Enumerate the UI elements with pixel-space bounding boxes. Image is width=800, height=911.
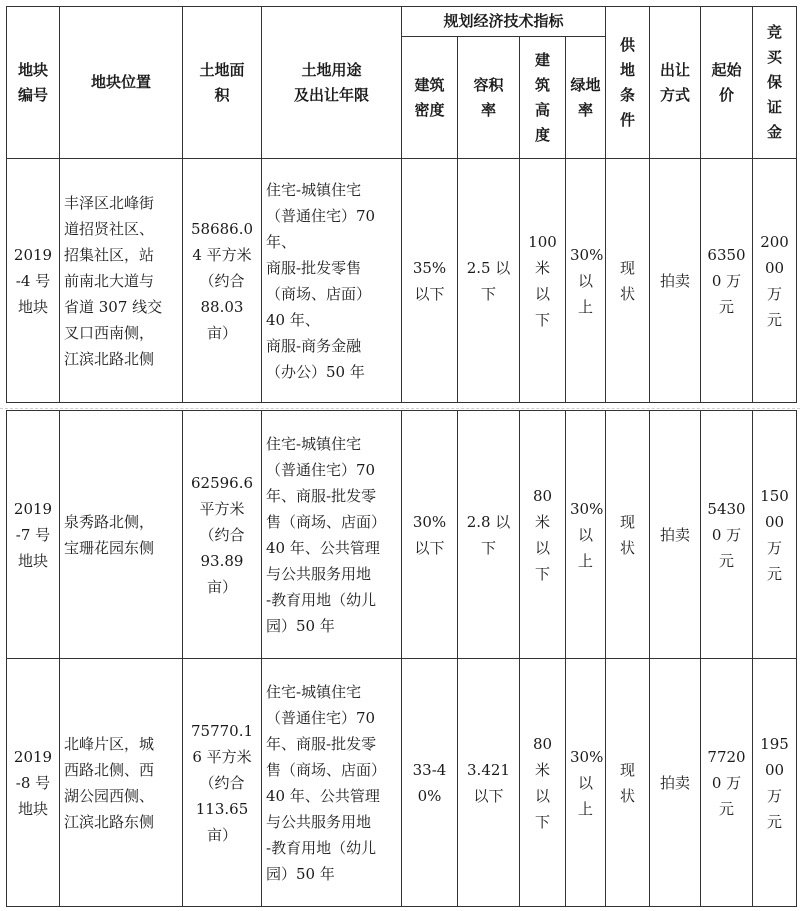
cell-deposit: 195 00 万 元 <box>753 659 797 907</box>
cell-green-ratio: 30% 以 上 <box>566 659 606 907</box>
cell-deposit: 150 00 万 元 <box>753 411 797 659</box>
header-start-price: 起始 价 <box>701 7 753 159</box>
cell-parcel-id: 2019 -4 号 地块 <box>7 159 60 403</box>
cell-floor-area-ratio: 2.8 以 下 <box>458 411 520 659</box>
cell-building-height: 80 米 以 下 <box>520 659 566 907</box>
cell-location: 北峰片区，城 西路北侧、西 湖公园西侧、 江滨北路东侧 <box>60 659 183 907</box>
header-building-density: 建筑 密度 <box>402 37 458 159</box>
header-building-height: 建 筑 高 度 <box>520 37 566 159</box>
cell-supply-condition: 现 状 <box>606 159 650 403</box>
cell-deposit: 200 00 万 元 <box>753 159 797 403</box>
cell-area: 75770.1 6 平方米 （约合 113.65 亩） <box>183 659 262 907</box>
cell-location: 泉秀路北侧， 宝珊花园东侧 <box>60 411 183 659</box>
header-deposit: 竞 买 保 证 金 <box>753 7 797 159</box>
cell-land-use: 住宅-城镇住宅 （普通住宅）70 年、商服-批发零 售（商场、店面） 40 年、公共管理 与公共服务用地 -教育用地（幼儿 园）50 年 <box>262 411 402 659</box>
land-parcel-table-bottom <box>6 410 797 907</box>
cell-building-height: 80 米 以 下 <box>520 411 566 659</box>
land-parcel-table-top <box>6 6 797 403</box>
cell-building-height: 100 米 以 下 <box>520 159 566 403</box>
cell-parcel-id: 2019 -7 号 地块 <box>7 411 60 659</box>
header-green-ratio: 绿地 率 <box>566 37 606 159</box>
header-location: 地块位置 <box>60 7 183 159</box>
table-row <box>7 659 797 907</box>
cell-building-density: 30% 以下 <box>402 411 458 659</box>
header-floor-area-ratio: 容积 率 <box>458 37 520 159</box>
cell-green-ratio: 30% 以 上 <box>566 411 606 659</box>
header-area: 土地面 积 <box>183 7 262 159</box>
cell-start-price: 6350 0 万 元 <box>701 159 753 403</box>
cell-area: 62596.6 平方米 （约合 93.89 亩） <box>183 411 262 659</box>
cell-location: 丰泽区北峰街 道招贤社区、 招集社区，站 前南北大道与 省道 307 线交 叉口西南侧， 江滨北路北侧 <box>60 159 183 403</box>
cell-transfer-method: 拍卖 <box>650 411 701 659</box>
cell-supply-condition: 现 状 <box>606 411 650 659</box>
table-row <box>7 159 797 403</box>
header-planning-indicators: 规划经济技术指标 <box>402 7 606 37</box>
cell-floor-area-ratio: 2.5 以 下 <box>458 159 520 403</box>
table-row <box>7 411 797 659</box>
cell-floor-area-ratio: 3.421 以下 <box>458 659 520 907</box>
cell-land-use: 住宅-城镇住宅 （普通住宅）70 年、商服-批发零 售（商场、店面） 40 年、公共管理 与公共服务用地 -教育用地（幼儿 园）50 年 <box>262 659 402 907</box>
cell-land-use: 住宅-城镇住宅 （普通住宅）70 年、 商服-批发零售 （商场、店面） 40 年、 商服-商务金融 （办公）50 年 <box>262 159 402 403</box>
header-transfer-method: 出让 方式 <box>650 7 701 159</box>
cell-transfer-method: 拍卖 <box>650 159 701 403</box>
header-supply-condition: 供 地 条 件 <box>606 7 650 159</box>
cell-start-price: 7720 0 万 元 <box>701 659 753 907</box>
cell-start-price: 5430 0 万 元 <box>701 411 753 659</box>
header-land-use: 土地用途 及出让年限 <box>262 7 402 159</box>
cell-building-density: 35% 以下 <box>402 159 458 403</box>
cell-supply-condition: 现 状 <box>606 659 650 907</box>
cell-transfer-method: 拍卖 <box>650 659 701 907</box>
cell-green-ratio: 30% 以 上 <box>566 159 606 403</box>
cell-building-density: 33-4 0% <box>402 659 458 907</box>
cell-area: 58686.0 4 平方米 （约合 88.03 亩） <box>183 159 262 403</box>
header-parcel-id: 地块 编号 <box>7 7 60 159</box>
cell-parcel-id: 2019 -8 号 地块 <box>7 659 60 907</box>
